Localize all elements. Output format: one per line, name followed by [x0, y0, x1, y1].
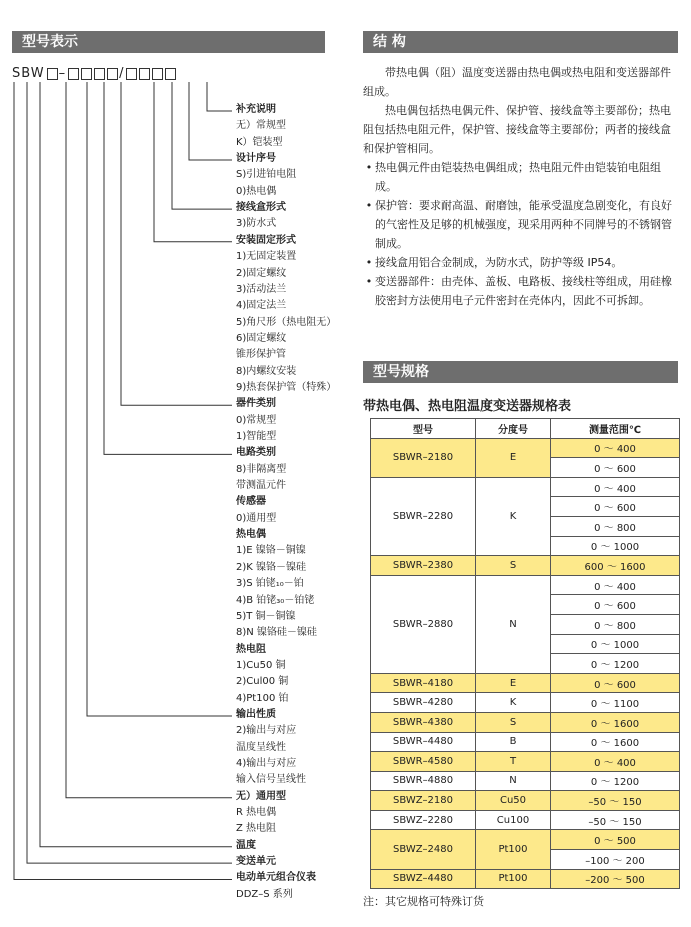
- spec-range-cell: 0 ～ 1200: [551, 771, 680, 791]
- tree-connector-line: [27, 82, 232, 863]
- spec-model-cell: SBWZ–4480: [371, 869, 476, 889]
- spec-model-cell: SBWR–2380: [371, 556, 476, 576]
- spec-range-cell: 0 ～ 1100: [551, 693, 680, 713]
- tree-connector-line: [40, 82, 232, 847]
- spec-model-cell: SBWR–2180: [371, 438, 476, 477]
- tree-option-label: 0)热电偶: [236, 185, 277, 197]
- tree-option-label: 1)E 镍铬－铜镍: [236, 545, 306, 557]
- tree-group-label: 设计序号: [236, 153, 276, 165]
- tree-group-label: 电路类别: [236, 447, 276, 459]
- tree-group-label: 安装固定形式: [236, 234, 296, 246]
- tree-connector-line: [104, 82, 232, 454]
- model-tree-lines: [0, 0, 240, 927]
- tree-group-label: 电动单元组合仪表: [236, 872, 316, 884]
- spec-table-title: 带热电偶、热电阻温度变送器规格表: [363, 399, 572, 414]
- tree-option-label: 温度呈线性: [236, 741, 286, 753]
- tree-option-label: 5)角尺形（热电阻无）: [236, 316, 337, 328]
- spec-row: [371, 673, 680, 693]
- tree-group-label: 热电阻: [236, 643, 266, 655]
- tree-connector-line: [172, 82, 232, 209]
- tree-option-label: 输入信号呈线性: [236, 774, 306, 786]
- tree-option-label: 9)热套保护管（特殊）: [236, 381, 337, 393]
- tree-option-label: 4)输出与对应: [236, 758, 297, 769]
- spec-model-cell: SBWZ–2480: [371, 830, 476, 869]
- spec-range-cell: 0 ～ 1600: [551, 732, 680, 752]
- spec-row: [371, 810, 680, 830]
- spec-range-cell: 0 ～ 800: [551, 614, 680, 634]
- col-range: 测量范围℃: [551, 419, 680, 439]
- spec-grade-cell: Cu100: [476, 810, 551, 830]
- spec-range-cell: 600 ～ 1600: [551, 556, 680, 576]
- spec-grade-cell: N: [476, 575, 551, 673]
- tree-option-label: 1)无固定装置: [236, 251, 297, 263]
- structure-paragraph: 热电偶包括热电偶元件、保护管、接线盒等主要部份；热电阻包括热电阻元件，保护管、接线盒等主要部份；两者的接线盒和保护管相同。: [363, 104, 671, 155]
- tree-group-label: 接线盒形式: [236, 202, 286, 214]
- tree-group-label: 热电偶: [236, 529, 266, 541]
- tree-option-label: 2)输出与对应: [236, 725, 297, 737]
- tree-option-label: 无）常规型: [236, 120, 286, 132]
- spec-row: [371, 438, 680, 458]
- code-dash: –: [58, 66, 67, 81]
- tree-connector-line: [66, 82, 232, 798]
- spec-range-cell: 0 ～ 600: [551, 595, 680, 615]
- spec-grade-cell: Cu50: [476, 791, 551, 811]
- structure-bullet: • 热电偶元件由铠装热电偶组成；热电阻元件由铠装铂电阻组成。: [365, 161, 661, 193]
- tree-option-label: 3)活动法兰: [236, 283, 287, 295]
- spec-grade-cell: E: [476, 673, 551, 693]
- section-header-structure: 结 构: [363, 31, 678, 53]
- spec-grade-cell: E: [476, 438, 551, 477]
- section-header-model: 型号表示: [12, 31, 325, 53]
- spec-grade-cell: K: [476, 693, 551, 713]
- tree-option-label: 1)Cu50 铜: [236, 659, 286, 671]
- tree-option-label: 2)K 镍铬－镍硅: [236, 561, 306, 573]
- spec-header-row: [371, 419, 680, 439]
- code-slash: /: [119, 66, 125, 81]
- tree-option-label: 4)Pt100 铂: [236, 692, 289, 704]
- tree-option-label: 0)常规型: [236, 414, 277, 426]
- tree-connector-line: [207, 82, 232, 111]
- spec-row: [371, 712, 680, 732]
- tree-option-label: R 热电偶: [236, 807, 277, 819]
- tree-group-label: 传感器: [236, 496, 266, 508]
- spec-range-cell: –50 ～ 150: [551, 791, 680, 811]
- tree-group-label: 变送单元: [236, 856, 276, 868]
- spec-range-cell: 0 ～ 1000: [551, 536, 680, 556]
- tree-connector-line: [14, 82, 232, 879]
- spec-model-cell: SBWR–4380: [371, 712, 476, 732]
- structure-paragraph: 带热电偶（阻）温度变送器由热电偶或热电阻和变送器部件组成。: [363, 66, 671, 98]
- spec-note: 注：其它规格可特殊订货: [363, 895, 484, 908]
- spec-row: [371, 771, 680, 791]
- spec-row: [371, 869, 680, 889]
- spec-range-cell: 0 ～ 400: [551, 477, 680, 497]
- structure-text: [363, 63, 681, 310]
- spec-model-cell: SBWZ–2280: [371, 810, 476, 830]
- spec-range-cell: 0 ～ 1000: [551, 634, 680, 654]
- spec-model-cell: SBWZ–2180: [371, 791, 476, 811]
- spec-grade-cell: Pt100: [476, 869, 551, 889]
- tree-group-label: 补充说明: [236, 104, 276, 115]
- spec-grade-cell: K: [476, 477, 551, 555]
- spec-grade-cell: B: [476, 732, 551, 752]
- structure-bullet: • 接线盒用铝合金制成，为防水式，防护等级 IP54。: [365, 256, 623, 269]
- tree-option-label: 8)内螺纹安装: [236, 365, 297, 377]
- spec-model-cell: SBWR–2880: [371, 575, 476, 673]
- tree-option-label: 4)固定法兰: [236, 300, 287, 312]
- spec-grade-cell: T: [476, 752, 551, 772]
- spec-row: [371, 693, 680, 713]
- model-prefix: SBW: [12, 66, 45, 81]
- section-header-spec: 型号规格: [363, 361, 678, 383]
- col-grade: 分度号: [476, 419, 551, 439]
- spec-row: [371, 830, 680, 850]
- spec-grade-cell: N: [476, 771, 551, 791]
- spec-range-cell: 0 ～ 1600: [551, 712, 680, 732]
- tree-connector-line: [189, 82, 232, 160]
- spec-model-cell: SBWR–4180: [371, 673, 476, 693]
- tree-option-label: 4)B 铂铑₃₀－铂铑: [236, 594, 315, 606]
- spec-range-cell: –100 ～ 200: [551, 850, 680, 870]
- tree-group-label: 输出性质: [236, 708, 276, 720]
- spec-grade-cell: S: [476, 712, 551, 732]
- spec-range-cell: –200 ～ 500: [551, 869, 680, 889]
- spec-range-cell: 0 ～ 600: [551, 458, 680, 478]
- tree-option-label: K）铠装型: [236, 136, 283, 148]
- spec-range-cell: 0 ～ 800: [551, 516, 680, 536]
- spec-model-cell: SBWR–4580: [371, 752, 476, 772]
- spec-model-cell: SBWR–4880: [371, 771, 476, 791]
- spec-range-cell: 0 ～ 400: [551, 438, 680, 458]
- tree-option-label: 2)Cul00 铜: [236, 676, 289, 688]
- tree-option-label: 6)固定螺纹: [236, 332, 287, 344]
- tree-option-label: 0)通用型: [236, 512, 277, 524]
- structure-bullet: • 保护管：要求耐高温、耐磨蚀，能承受温度急剧变化，有良好的气密性及足够的机械强度，现采用两种不同牌号的不锈钢管制成。: [365, 199, 672, 250]
- tree-connector-line: [87, 82, 232, 716]
- spec-row: [371, 575, 680, 595]
- spec-range-cell: –50 ～ 150: [551, 810, 680, 830]
- tree-option-label: 3)防水式: [236, 218, 277, 230]
- spec-grade-cell: Pt100: [476, 830, 551, 869]
- tree-connector-line: [154, 82, 232, 242]
- tree-group-label: 无）通用型: [236, 790, 286, 802]
- spec-model-cell: SBWR–4480: [371, 732, 476, 752]
- spec-row: [371, 477, 680, 497]
- spec-grade-cell: S: [476, 556, 551, 576]
- spec-range-cell: 0 ～ 400: [551, 575, 680, 595]
- tree-option-label: 3)S 铂铑₁₀－铂: [236, 578, 304, 590]
- tree-option-label: 带测温元件: [236, 480, 286, 492]
- tree-option-label: 1)智能型: [236, 431, 277, 442]
- tree-option-label: Z 热电阻: [236, 823, 277, 835]
- spec-row: [371, 732, 680, 752]
- spec-range-cell: 0 ～ 400: [551, 752, 680, 772]
- spec-row: [371, 752, 680, 772]
- tree-option-label: 8)非隔离型: [236, 463, 287, 475]
- tree-option-label: 锥形保护管: [236, 349, 286, 361]
- spec-model-cell: SBWR–2280: [371, 477, 476, 555]
- tree-group-label: 温度: [236, 839, 256, 851]
- spec-range-cell: 0 ～ 1200: [551, 654, 680, 674]
- spec-range-cell: 0 ～ 500: [551, 830, 680, 850]
- spec-row: [371, 556, 680, 576]
- spec-range-cell: 0 ～ 600: [551, 497, 680, 517]
- tree-option-label: DDZ–S 系列: [236, 888, 293, 900]
- tree-option-label: S)引进铂电阻: [236, 169, 297, 181]
- spec-table: [370, 418, 680, 889]
- spec-model-cell: SBWR–4280: [371, 693, 476, 713]
- tree-group-label: 器件类别: [236, 398, 276, 410]
- col-model: 型号: [371, 419, 476, 439]
- tree-option-label: 2)固定螺纹: [236, 267, 287, 279]
- tree-option-label: 5)T 铜－铜镍: [236, 610, 296, 622]
- tree-connector-line: [121, 82, 232, 405]
- spec-row: [371, 791, 680, 811]
- spec-range-cell: 0 ～ 600: [551, 673, 680, 693]
- tree-option-label: 8)N 镍铬硅－镍硅: [236, 627, 317, 639]
- structure-bullet: • 变送器部件：由壳体、盖板、电路板、接线柱等组成，用硅橡胶密封方法使用电子元件密封在壳体内，因此不可拆卸。: [365, 275, 672, 307]
